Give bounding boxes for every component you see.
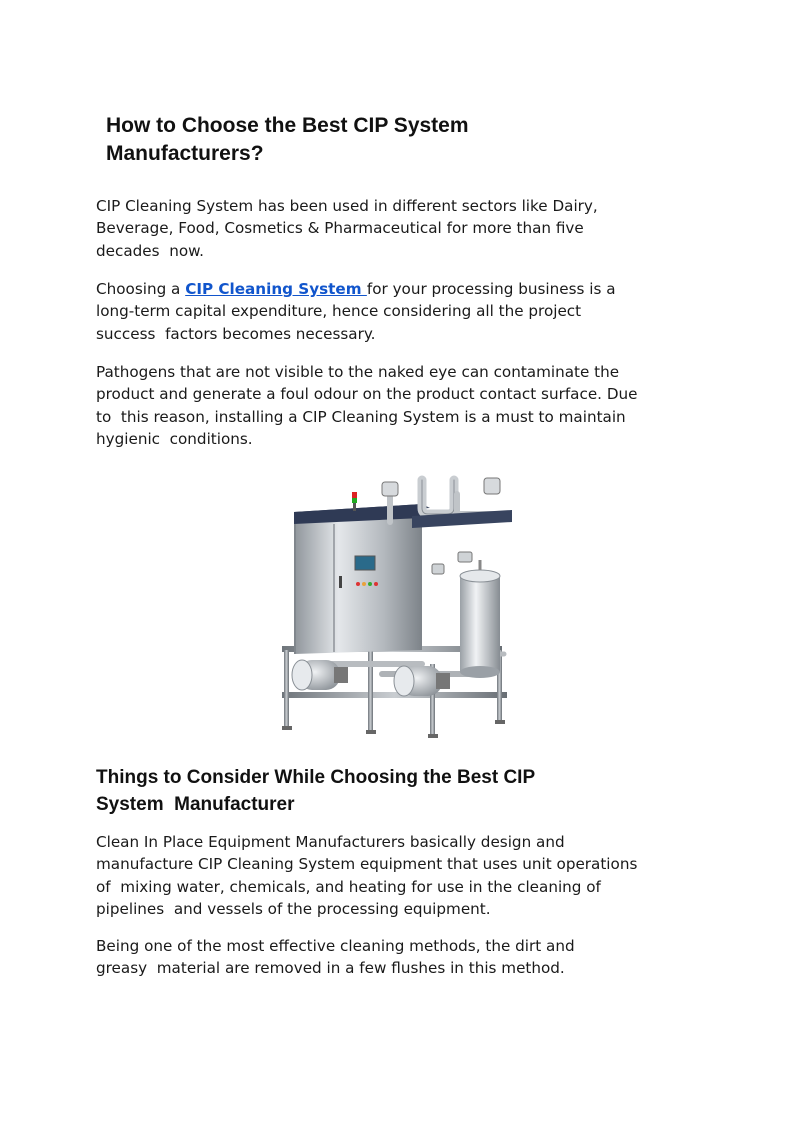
tank xyxy=(460,560,500,678)
text-line: pipelines and vessels of the processing equipment. xyxy=(96,899,491,918)
section-title xyxy=(96,764,656,818)
choosing-prefix: Choosing a xyxy=(96,280,186,298)
page-title-line: How to Choose the Best CIP System xyxy=(106,114,469,137)
text-line: of mixing water, chemicals, and heating for use in the cleaning of xyxy=(96,877,601,896)
text-line xyxy=(96,278,696,300)
text-line: decades now. xyxy=(96,241,204,260)
text-line: greasy material are removed in a few flushes in this method. xyxy=(96,959,565,978)
text-line: Beverage, Food, Cosmetics & Pharmaceutical for more than five xyxy=(96,219,584,238)
text-line: product and generate a foul odour on the product contact surface. Due xyxy=(96,385,638,404)
page-title-line: Manufacturers? xyxy=(106,142,264,165)
text-line: Pathogens that are not visible to the naked eye can contaminate the xyxy=(96,363,620,381)
text-line: Being one of the most effective cleaning methods, the dirt and xyxy=(96,937,575,955)
text-line: manufacture CIP Cleaning System equipment that uses unit operations xyxy=(96,855,638,874)
text-line: CIP Cleaning System has been used in different sectors like Dairy, xyxy=(96,197,598,215)
text-line: Clean In Place Equipment Manufacturers basically design and xyxy=(96,833,565,851)
intro-paragraph xyxy=(96,195,696,262)
text-line: to this reason, installing a CIP Cleaning System is a must to maintain xyxy=(96,407,626,426)
pathogens-paragraph xyxy=(96,361,696,450)
page-title xyxy=(106,112,586,168)
choosing-suffix: for your processing business is a xyxy=(366,280,616,298)
control-cabinet xyxy=(294,492,430,654)
cleaning-method-paragraph xyxy=(96,935,696,980)
section-title-line: Things to Consider While Choosing the Best CIP xyxy=(96,767,536,788)
text-line: long-term capital expenditure, hence considering all the project xyxy=(96,302,582,321)
cip-system-image xyxy=(272,464,524,746)
cip-cleaning-system-link[interactable]: CIP Cleaning System xyxy=(185,280,367,298)
text-line: hygienic conditions. xyxy=(96,429,253,448)
text-line: success factors becomes necessary. xyxy=(96,324,376,343)
clean-in-place-paragraph xyxy=(96,831,696,920)
section-title-line: System Manufacturer xyxy=(96,794,295,815)
choosing-paragraph xyxy=(96,278,696,345)
